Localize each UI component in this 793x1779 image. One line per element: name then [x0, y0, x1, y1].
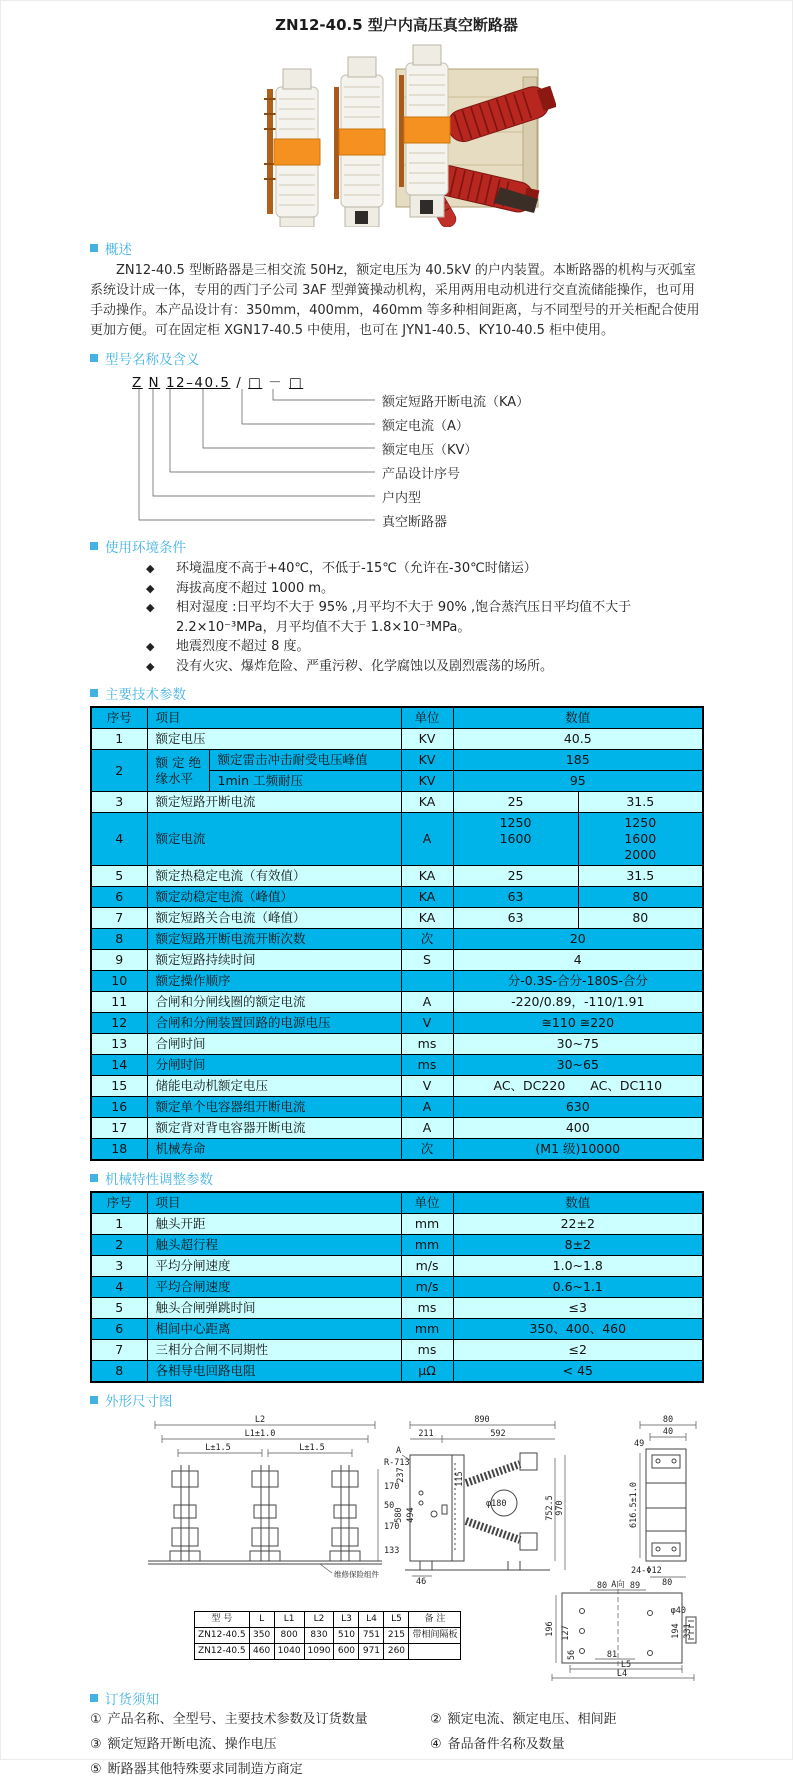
table-row	[91, 887, 703, 908]
table-cell: 80	[578, 908, 703, 929]
ordering-list	[90, 1711, 704, 1779]
table-cell: 17	[91, 1118, 147, 1139]
model-label: 真空断路器	[382, 515, 448, 530]
table-cell: 1.0~1.8	[453, 1256, 703, 1277]
product-photo-image	[238, 37, 556, 227]
table-cell: 平均分闸速度	[147, 1256, 401, 1277]
table-cell: 额定背对背电容器开断电流	[147, 1118, 401, 1139]
dim-label: L4	[616, 1669, 628, 1679]
table-row	[91, 1340, 703, 1361]
table-cell: 额定短路开断电流	[147, 792, 401, 813]
model-code-part: □	[248, 375, 263, 391]
dim-label: 46	[416, 1577, 427, 1587]
table-cell	[409, 1644, 461, 1660]
table-cell: 相间中心距离	[147, 1319, 401, 1340]
section-heading: 订货须知	[105, 1692, 159, 1708]
item-number: ①	[90, 1712, 102, 1727]
dim-label: 237	[396, 1467, 406, 1483]
table-row	[91, 992, 703, 1013]
dim-label: 331	[683, 1623, 693, 1639]
table-cell: A	[401, 1097, 453, 1118]
table-cell: 1250 1600 2000	[578, 813, 703, 866]
table-cell: ≅110 ≅220	[453, 1013, 703, 1034]
table-cell: m/s	[401, 1256, 453, 1277]
item-number: ③	[90, 1737, 102, 1752]
table-cell: 额定热稳定电流（有效值）	[147, 866, 401, 887]
table-cell: 额定雷击冲击耐受电压峰值	[209, 750, 401, 771]
item-number: ④	[430, 1737, 442, 1752]
table-row	[91, 1118, 703, 1139]
dim-label: 752.5	[545, 1495, 555, 1521]
table-row	[91, 908, 703, 929]
table-cell: 215	[384, 1628, 409, 1644]
table-row	[91, 1192, 703, 1214]
table-cell: 三相分合闸不同期性	[147, 1340, 401, 1361]
model-code-part: －	[268, 375, 284, 391]
table-cell: 15	[91, 1076, 147, 1097]
table-cell: 2	[91, 750, 147, 792]
dim-label: 592	[490, 1429, 506, 1439]
section-bullet-icon	[90, 1396, 98, 1404]
table-cell: 80	[578, 887, 703, 908]
table-cell: 1040	[274, 1644, 304, 1660]
table-cell: 0.6~1.1	[453, 1277, 703, 1298]
table-cell: 单位	[401, 707, 453, 729]
model-code-part: □	[288, 375, 304, 391]
table-cell: KA	[401, 866, 453, 887]
table-cell: 单位	[401, 1192, 453, 1214]
dim-label: 890	[474, 1415, 490, 1425]
list-item: ② 额定电流、额定电压、相间距	[430, 1712, 617, 1727]
section-heading: 使用环境条件	[105, 540, 186, 556]
section-bullet-icon	[90, 689, 98, 697]
dim-label: 40	[662, 1427, 674, 1437]
table-row	[91, 1055, 703, 1076]
table-cell: 1min 工频耐压	[209, 771, 401, 792]
diamond-bullet-icon: ◆	[146, 601, 155, 614]
table-cell: 8±2	[453, 1235, 703, 1256]
dim-label: A	[396, 1446, 402, 1456]
table-cell: < 45	[453, 1361, 703, 1383]
table-cell: 25	[453, 792, 578, 813]
table-cell: 分闸时间	[147, 1055, 401, 1076]
table-cell: A	[401, 1118, 453, 1139]
table-cell: 25	[453, 866, 578, 887]
dim-label: L±1.5	[205, 1443, 231, 1453]
table-cell: ZN12-40.5	[195, 1644, 250, 1660]
table-row	[195, 1612, 461, 1628]
table-row	[91, 792, 703, 813]
overview-paragraph: ZN12-40.5 型断路器是三相交流 50Hz，额定电压为 40.5kV 的户内装置。本断路器的机构与灭弧室系统设计成一体，专用的西门子公司 3AF 型弹簧操动机构，采用两用电动机进行交直流储能操作，也可用手动操作。本产品设计有：350mm，400mm，460mm 等多种相间距离，与不同型号的开关柜配合使用更加方便。可在固定柜 XGN17-40.5 中使用，也可在 JYN1-40.5、KY10-40.5 柜中使用。	[90, 263, 700, 338]
table-row	[91, 707, 703, 729]
table-cell: 次	[401, 1139, 453, 1161]
table-cell: KA	[401, 908, 453, 929]
table-cell: KA	[401, 792, 453, 813]
table-row	[91, 866, 703, 887]
table-cell: 800	[274, 1628, 304, 1644]
table-cell: 序号	[91, 707, 147, 729]
list-item: ③ 额定短路开断电流、操作电压	[90, 1737, 277, 1752]
table-cell: 合闸时间	[147, 1034, 401, 1055]
table-cell: 22±2	[453, 1214, 703, 1235]
table-cell: 额定动稳定电流（峰值）	[147, 887, 401, 908]
dim-label: 维修保险组件	[334, 1570, 379, 1579]
table-cell: 6	[91, 1319, 147, 1340]
model-code-part: 12–40.5	[165, 375, 231, 391]
product-photo	[1, 37, 792, 231]
table-cell: 额定电压	[147, 729, 401, 750]
dim-label: 81	[606, 1650, 618, 1660]
dim-label: 616.5±1.0	[629, 1481, 639, 1529]
model-label: 户内型	[382, 491, 422, 506]
table-cell: 序号	[91, 1192, 147, 1214]
table-cell: KA	[401, 887, 453, 908]
table-cell: 30~75	[453, 1034, 703, 1055]
table-cell: 分-0.3S-合分-180S-合分	[453, 971, 703, 992]
table-cell: 各相导电回路电阻	[147, 1361, 401, 1383]
table-cell: 1090	[304, 1644, 334, 1660]
table-row	[91, 971, 703, 992]
table-cell: 11	[91, 992, 147, 1013]
table-cell: 8	[91, 1361, 147, 1383]
section-outline-heading	[90, 1390, 704, 1410]
table-cell: 触头开距	[147, 1214, 401, 1235]
table-cell: KV	[401, 729, 453, 750]
table-cell: 触头超行程	[147, 1235, 401, 1256]
table-cell: 7	[91, 908, 147, 929]
table-cell: L3	[334, 1612, 359, 1628]
table-cell: L5	[384, 1612, 409, 1628]
table-row	[91, 1097, 703, 1118]
section-overview-heading	[90, 238, 704, 258]
table-cell: 额定短路持续时间	[147, 950, 401, 971]
dim-label: L5	[620, 1660, 632, 1670]
table-cell: 95	[453, 771, 703, 792]
table-cell: 额 定 绝 缘水平	[147, 750, 209, 792]
dim-label: 24-Φ12	[631, 1566, 662, 1576]
model-label: 额定短路开断电流（KA）	[382, 395, 530, 410]
section-ordering-heading	[90, 1688, 704, 1708]
table-cell: 20	[453, 929, 703, 950]
dim-label: 80	[662, 1578, 673, 1588]
table-cell: V	[401, 1013, 453, 1034]
dim-label: 89	[629, 1581, 641, 1591]
dim-label: φ180	[486, 1499, 507, 1509]
table-cell: L2	[304, 1612, 334, 1628]
dim-label: 80	[596, 1581, 608, 1591]
table-cell: A	[401, 992, 453, 1013]
table-row	[195, 1644, 461, 1660]
mech-params-table	[90, 1191, 704, 1383]
table-cell: 额定单个电容器组开断电流	[147, 1097, 401, 1118]
table-row	[91, 929, 703, 950]
list-item: ◆ 没有火灾、爆炸危险、严重污秽、化学腐蚀以及剧烈震荡的场所。	[90, 657, 704, 677]
table-row	[91, 1076, 703, 1097]
table-row	[91, 1235, 703, 1256]
table-cell: ms	[401, 1340, 453, 1361]
table-row	[91, 813, 703, 866]
table-cell: V	[401, 1076, 453, 1097]
dim-label: 196	[545, 1621, 555, 1637]
table-cell: 2	[91, 1235, 147, 1256]
table-cell: 项目	[147, 707, 401, 729]
table-cell: ≤2	[453, 1340, 703, 1361]
section-mech-params-heading	[90, 1168, 704, 1188]
table-cell: AC、DC220 AC、DC110	[453, 1076, 703, 1097]
table-cell: 18	[91, 1139, 147, 1161]
table-cell: 备 注	[409, 1612, 461, 1628]
item-number: ②	[430, 1712, 442, 1727]
table-cell: 数值	[453, 707, 703, 729]
table-row	[195, 1628, 461, 1644]
table-cell: 合闸和分闸线圈的额定电流	[147, 992, 401, 1013]
table-row	[91, 1361, 703, 1383]
dim-label: 80	[662, 1415, 674, 1425]
table-cell: 13	[91, 1034, 147, 1055]
table-cell: 63	[453, 887, 578, 908]
table-row	[91, 1277, 703, 1298]
list-item: ⑤ 断路器其他特殊要求同制造方商定	[90, 1762, 303, 1777]
table-cell: 4	[453, 950, 703, 971]
table-cell: 30~65	[453, 1055, 703, 1076]
table-cell: 8	[91, 929, 147, 950]
table-cell: 数值	[453, 1192, 703, 1214]
model-label: 额定电压（KV）	[382, 443, 478, 458]
model-label: 产品设计序号	[382, 467, 461, 482]
dim-label: 580	[394, 1507, 404, 1523]
table-cell: 12	[91, 1013, 147, 1034]
table-cell: ZN12-40.5	[195, 1628, 250, 1644]
model-code-part: Z	[132, 375, 143, 391]
table-row	[91, 1034, 703, 1055]
table-cell: A	[401, 813, 453, 866]
table-cell: 平均合闸速度	[147, 1277, 401, 1298]
dim-label: φ40	[670, 1606, 686, 1616]
table-cell: 次	[401, 929, 453, 950]
table-cell: KV	[401, 750, 453, 771]
table-cell: 350、400、460	[453, 1319, 703, 1340]
table-cell: 63	[453, 908, 578, 929]
table-cell: 3	[91, 1256, 147, 1277]
table-cell: 3	[91, 792, 147, 813]
table-cell: 4	[91, 813, 147, 866]
table-row	[91, 1139, 703, 1161]
model-code-part: N	[148, 375, 161, 391]
table-cell: 额定短路开断电流开断次数	[147, 929, 401, 950]
dim-label: L±1.5	[299, 1443, 325, 1453]
section-heading: 概述	[105, 242, 132, 258]
table-cell: ms	[401, 1034, 453, 1055]
table-row	[91, 750, 703, 771]
dim-label: 115	[455, 1471, 465, 1487]
table-cell: KV	[401, 771, 453, 792]
table-cell: 10	[91, 971, 147, 992]
list-item: ④ 备品备件名称及数量	[430, 1737, 565, 1752]
table-cell: ≤3	[453, 1298, 703, 1319]
dim-label: 133	[384, 1546, 400, 1556]
table-cell: -220/0.89，-110/1.91	[453, 992, 703, 1013]
outline-size-table	[194, 1611, 461, 1660]
table-cell: 储能电动机额定电压	[147, 1076, 401, 1097]
environment-list	[90, 559, 704, 676]
table-cell: 机械寿命	[147, 1139, 401, 1161]
table-cell: 6	[91, 887, 147, 908]
table-cell: 630	[453, 1097, 703, 1118]
dim-label: 970	[555, 1500, 565, 1516]
dim-label: 170	[384, 1482, 400, 1492]
dim-label: 56	[567, 1649, 577, 1661]
dim-label: 170	[384, 1522, 400, 1532]
dim-label: 194	[671, 1623, 681, 1639]
list-item: ◆ 相对湿度 :日平均不大于 95% ,月平均不大于 90% ,饱合蒸汽压日平均值不大于 2.2×10⁻³MPa，月平均值不大于 1.8×10⁻³MPa。	[90, 598, 704, 637]
dim-label: R-713	[384, 1458, 410, 1468]
dim-label: L1±1.0	[244, 1429, 276, 1439]
table-cell: 260	[384, 1644, 409, 1660]
model-code-part: /	[236, 375, 243, 391]
dim-label: 494	[406, 1507, 416, 1523]
section-bullet-icon	[90, 542, 98, 550]
table-cell: 600	[334, 1644, 359, 1660]
table-cell: μΩ	[401, 1361, 453, 1383]
page-title: ZN12-40.5 型户内高压真空断路器	[275, 16, 518, 34]
table-cell: L	[249, 1612, 274, 1628]
section-heading: 外形尺寸图	[105, 1394, 173, 1410]
section-bullet-icon	[90, 354, 98, 362]
table-cell: 1	[91, 729, 147, 750]
list-item: ◆ 海拔高度不超过 1000 m。	[90, 579, 704, 599]
section-bullet-icon	[90, 1694, 98, 1702]
table-cell: 合闸和分闸装置回路的电源电压	[147, 1013, 401, 1034]
table-row	[91, 729, 703, 750]
table-cell: 1	[91, 1214, 147, 1235]
table-cell: 830	[304, 1628, 334, 1644]
table-cell: ms	[401, 1298, 453, 1319]
table-cell: 971	[359, 1644, 384, 1660]
table-cell: 31.5	[578, 866, 703, 887]
table-cell: 带相间隔板	[409, 1628, 461, 1644]
dim-label: L2	[254, 1415, 266, 1425]
table-cell: 14	[91, 1055, 147, 1076]
table-cell: 31.5	[578, 792, 703, 813]
model-meaning-diagram	[90, 371, 704, 529]
diamond-bullet-icon: ◆	[146, 581, 155, 595]
table-cell: 型 号	[195, 1612, 250, 1628]
diamond-bullet-icon: ◆	[146, 640, 155, 653]
outline-dimension-drawing	[90, 1413, 704, 1681]
table-cell: 项目	[147, 1192, 401, 1214]
table-cell: 7	[91, 1340, 147, 1361]
table-cell: 350	[249, 1628, 274, 1644]
section-heading: 主要技术参数	[105, 687, 186, 703]
table-cell: 510	[334, 1628, 359, 1644]
table-cell: 额定电流	[147, 813, 401, 866]
table-cell: mm	[401, 1319, 453, 1340]
table-cell: 5	[91, 866, 147, 887]
table-cell: 9	[91, 950, 147, 971]
dim-label: 211	[418, 1429, 434, 1439]
table-row	[91, 1298, 703, 1319]
dim-label: A向	[611, 1580, 625, 1590]
table-cell: L1	[274, 1612, 304, 1628]
table-cell: 4	[91, 1277, 147, 1298]
table-cell: 触头合闸弹跳时间	[147, 1298, 401, 1319]
table-row	[91, 1256, 703, 1277]
table-cell: 额定短路关合电流（峰值）	[147, 908, 401, 929]
section-model-heading	[90, 348, 704, 368]
table-cell: 185	[453, 750, 703, 771]
table-cell: 额定操作顺序	[147, 971, 401, 992]
model-label: 额定电流（A）	[382, 419, 469, 434]
section-bullet-icon	[90, 1174, 98, 1182]
dim-label: 127	[561, 1625, 571, 1641]
table-cell: 1250 1600	[453, 813, 578, 866]
diamond-bullet-icon: ◆	[146, 659, 155, 673]
section-heading: 机械特性调整参数	[105, 1172, 213, 1188]
table-cell: 460	[249, 1644, 274, 1660]
table-row	[91, 1214, 703, 1235]
table-cell: 40.5	[453, 729, 703, 750]
table-cell: 16	[91, 1097, 147, 1118]
table-cell: 751	[359, 1628, 384, 1644]
table-row	[91, 950, 703, 971]
table-cell: mm	[401, 1214, 453, 1235]
list-item: ◆ 地震烈度不超过 8 度。	[90, 637, 704, 657]
table-row	[91, 1319, 703, 1340]
item-number: ⑤	[90, 1762, 102, 1777]
section-environment-heading	[90, 536, 704, 556]
table-cell: mm	[401, 1235, 453, 1256]
diamond-bullet-icon: ◆	[146, 562, 155, 575]
model-code	[132, 371, 303, 391]
table-cell: 400	[453, 1118, 703, 1139]
list-item: ① 产品名称、全型号、主要技术参数及订货数量	[90, 1712, 368, 1727]
main-params-table	[90, 706, 704, 1161]
section-heading: 型号名称及含义	[105, 352, 200, 368]
table-cell: m/s	[401, 1277, 453, 1298]
table-row	[91, 1013, 703, 1034]
dim-label: 49	[634, 1439, 645, 1449]
section-main-params-heading	[90, 683, 704, 703]
table-cell: (M1 级)10000	[453, 1139, 703, 1161]
table-cell: S	[401, 950, 453, 971]
section-bullet-icon	[90, 244, 98, 252]
table-cell: 5	[91, 1298, 147, 1319]
list-item: ◆ 环境温度不高于+40℃，不低于-15℃（允许在-30℃时储运）	[90, 559, 704, 579]
table-cell: L4	[359, 1612, 384, 1628]
table-cell: ms	[401, 1055, 453, 1076]
dim-label: 50	[384, 1501, 395, 1511]
table-cell	[401, 971, 453, 992]
